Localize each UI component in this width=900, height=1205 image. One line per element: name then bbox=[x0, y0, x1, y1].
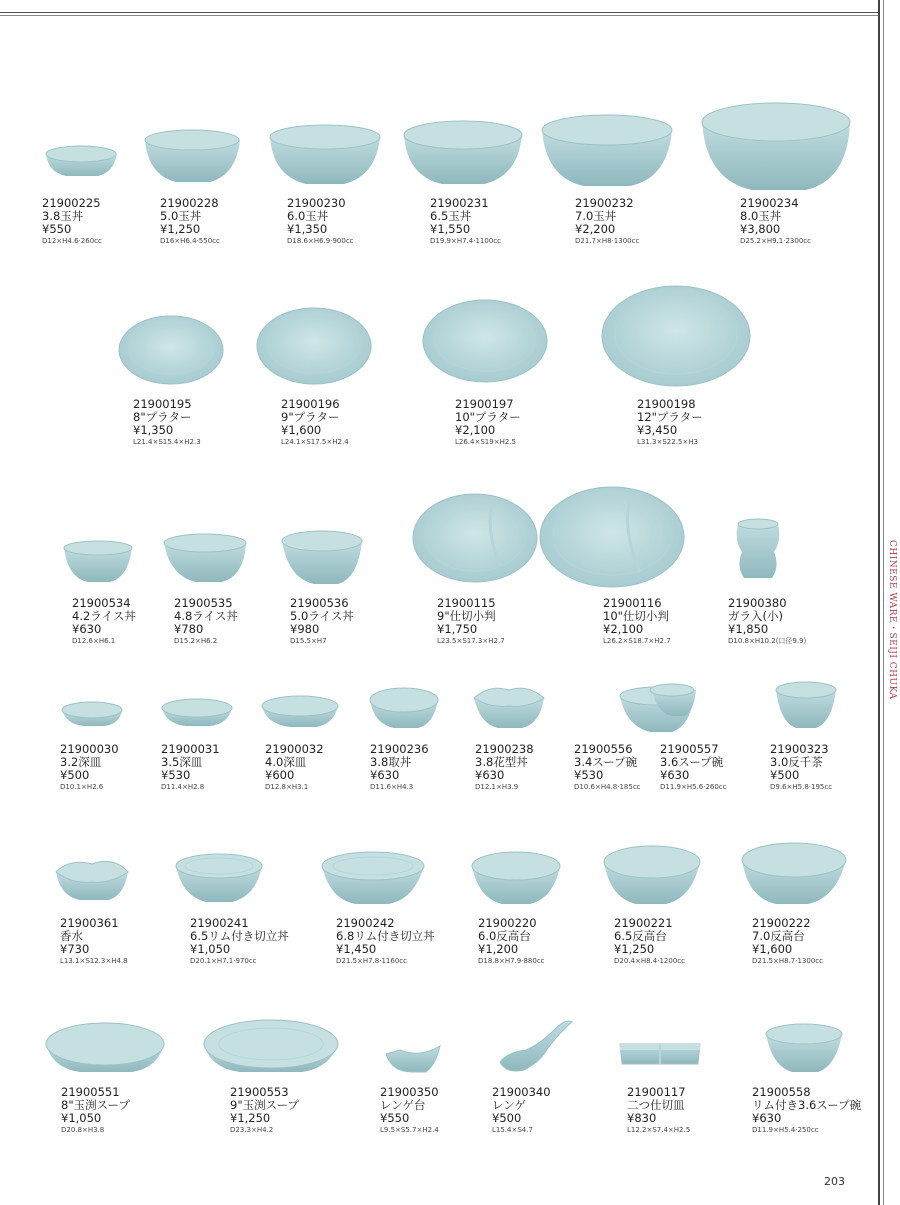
product-name: 6.0玉丼 bbox=[287, 209, 329, 223]
product-name: 3.4スープ碗 bbox=[574, 755, 638, 769]
product-price: ¥630 bbox=[72, 622, 102, 636]
product-label-21900221 bbox=[614, 917, 685, 966]
bowl-21900535 bbox=[164, 534, 246, 582]
dish-21900032 bbox=[262, 696, 338, 727]
product-spec: D23.3×H4.2 bbox=[230, 1126, 274, 1134]
dish-21900030 bbox=[62, 702, 122, 726]
product-name: 12"プラター bbox=[637, 410, 703, 424]
product-price: ¥730 bbox=[60, 942, 90, 956]
product-name: 5.0ライス丼 bbox=[290, 609, 354, 623]
divided-dish-21900117 bbox=[620, 1044, 700, 1064]
product-price: ¥1,850 bbox=[728, 622, 769, 636]
bowl-21900232 bbox=[542, 115, 672, 186]
product-code: 21900350 bbox=[380, 1085, 439, 1099]
product-price: ¥1,350 bbox=[133, 423, 174, 437]
product-name: 3.8花型丼 bbox=[475, 755, 528, 769]
product-price: ¥1,350 bbox=[287, 222, 328, 236]
product-code: 21900553 bbox=[230, 1085, 289, 1099]
bowl-21900221 bbox=[604, 846, 700, 904]
product-code: 21900221 bbox=[614, 916, 673, 930]
product-label-21900228 bbox=[160, 197, 220, 246]
product-name: レンゲ台 bbox=[380, 1098, 426, 1112]
product-spec: D20.4×H8.4·1200cc bbox=[614, 957, 685, 965]
product-spec: D21.5×H8.7·1300cc bbox=[752, 957, 823, 965]
product-name: 10"プラター bbox=[455, 410, 521, 424]
platter-21900195 bbox=[119, 316, 223, 384]
product-spec: L15.4×S4.7 bbox=[492, 1126, 533, 1134]
soup-plate-21900553 bbox=[204, 1020, 338, 1072]
product-spec: D10.6×H4.8·185cc bbox=[574, 783, 641, 791]
product-price: ¥1,250 bbox=[230, 1111, 271, 1125]
product-code: 21900380 bbox=[728, 596, 787, 610]
product-name: 9"仕切小判 bbox=[437, 609, 496, 623]
product-name: 4.2ライス丼 bbox=[72, 609, 136, 623]
soup-plate-21900551 bbox=[46, 1023, 164, 1072]
product-label-21900225 bbox=[42, 197, 102, 246]
platter-21900197 bbox=[423, 300, 547, 382]
product-spec: L31.3×S22.5×H3 bbox=[637, 438, 698, 446]
product-name: 3.8玉丼 bbox=[42, 209, 84, 223]
product-spec: D11.6×H4.3 bbox=[370, 783, 414, 791]
bowl-21900236 bbox=[370, 688, 438, 728]
product-spec: D12.6×H6.1 bbox=[72, 637, 116, 645]
product-name: 5.0玉丼 bbox=[160, 209, 202, 223]
product-label-21900350 bbox=[380, 1086, 439, 1135]
product-spec: L13.1×S12.3×H4.8 bbox=[60, 957, 128, 965]
product-code: 21900032 bbox=[265, 742, 324, 756]
product-label-21900323 bbox=[770, 743, 832, 792]
product-spec: D10.8×H10.2(口径9.9) bbox=[728, 637, 807, 645]
product-spec: D20.1×H7.1·970cc bbox=[190, 957, 257, 965]
divided-plate-21900116 bbox=[540, 487, 684, 587]
product-label-21900231 bbox=[430, 197, 501, 246]
product-code: 21900340 bbox=[492, 1085, 551, 1099]
product-label-21900557 bbox=[660, 743, 727, 792]
product-spec: D19.9×H7.4·1100cc bbox=[430, 237, 501, 245]
product-label-21900551 bbox=[61, 1086, 130, 1135]
product-spec: D21.7×H8·1300cc bbox=[575, 237, 640, 245]
product-name: 二つ仕切皿 bbox=[627, 1098, 685, 1112]
product-spec: D18.8×H7.9·880cc bbox=[478, 957, 545, 965]
product-spec: L12.2×S7.4×H2.5 bbox=[627, 1126, 691, 1134]
product-spec: D21.5×H7.8·1160cc bbox=[336, 957, 407, 965]
soup-bowls-21900556-557 bbox=[620, 684, 696, 732]
spoon-21900340 bbox=[500, 1021, 572, 1071]
product-label-21900340 bbox=[492, 1086, 551, 1135]
product-label-21900236 bbox=[370, 743, 429, 792]
product-price: ¥550 bbox=[380, 1111, 410, 1125]
bowl-21900220 bbox=[472, 852, 560, 904]
product-label-21900558 bbox=[752, 1086, 861, 1135]
product-code: 21900234 bbox=[740, 196, 799, 210]
product-price: ¥3,450 bbox=[637, 423, 678, 437]
bowl-21900231 bbox=[404, 121, 522, 184]
product-code: 21900556 bbox=[574, 742, 633, 756]
product-code: 21900196 bbox=[281, 397, 340, 411]
product-label-21900361 bbox=[60, 917, 128, 966]
bowl-21900230 bbox=[270, 125, 380, 184]
product-price: ¥830 bbox=[627, 1111, 657, 1125]
product-label-21900032 bbox=[265, 743, 324, 792]
product-spec: L9.5×S5.7×H2.4 bbox=[380, 1126, 439, 1134]
product-code: 21900220 bbox=[478, 916, 537, 930]
product-label-21900230 bbox=[287, 197, 354, 246]
product-name: 8"プラター bbox=[133, 410, 192, 424]
product-label-21900031 bbox=[161, 743, 220, 792]
product-price: ¥980 bbox=[290, 622, 320, 636]
product-code: 21900117 bbox=[627, 1085, 686, 1099]
product-price: ¥1,250 bbox=[160, 222, 201, 236]
spoon-rest-21900350 bbox=[386, 1046, 440, 1072]
product-label-21900535 bbox=[174, 597, 238, 646]
product-code: 21900557 bbox=[660, 742, 719, 756]
product-label-21900380 bbox=[728, 597, 806, 646]
product-price: ¥1,200 bbox=[478, 942, 519, 956]
product-name: レンゲ bbox=[492, 1098, 526, 1112]
product-name: 6.5リム付き切立丼 bbox=[190, 929, 289, 943]
product-code: 21900228 bbox=[160, 196, 219, 210]
product-spec: L23.5×S17.3×H2.7 bbox=[437, 637, 505, 645]
product-name: リム付き3.6スープ碗 bbox=[752, 1098, 862, 1112]
product-price: ¥630 bbox=[370, 768, 400, 782]
page-number: 203 bbox=[824, 1175, 845, 1188]
page-frame-right-line bbox=[878, 0, 880, 1205]
product-spec: L26.2×S18.7×H2.7 bbox=[603, 637, 671, 645]
product-code: 21900115 bbox=[437, 596, 496, 610]
product-spec: D15.5×H7 bbox=[290, 637, 327, 645]
product-price: ¥1,750 bbox=[437, 622, 478, 636]
product-label-21900030 bbox=[60, 743, 119, 792]
cup-21900323 bbox=[776, 682, 836, 728]
product-name: 6.8リム付き切立丼 bbox=[336, 929, 435, 943]
product-label-21900220 bbox=[478, 917, 545, 966]
product-label-21900242 bbox=[336, 917, 435, 966]
product-price: ¥500 bbox=[492, 1111, 522, 1125]
product-price: ¥1,600 bbox=[281, 423, 322, 437]
product-price: ¥1,050 bbox=[190, 942, 231, 956]
product-price: ¥630 bbox=[660, 768, 690, 782]
product-price: ¥1,600 bbox=[752, 942, 793, 956]
product-code: 21900551 bbox=[61, 1085, 120, 1099]
product-code: 21900197 bbox=[455, 397, 514, 411]
product-name: 3.8取丼 bbox=[370, 755, 412, 769]
product-label-21900556 bbox=[574, 743, 641, 792]
product-name: 3.5深皿 bbox=[161, 755, 203, 769]
product-code: 21900361 bbox=[60, 916, 119, 930]
product-label-21900195 bbox=[133, 398, 201, 447]
bowl-21900225 bbox=[46, 146, 117, 176]
product-name: 6.0反高台 bbox=[478, 929, 531, 943]
product-spec: L21.4×S15.4×H2.3 bbox=[133, 438, 201, 446]
product-spec: D9.6×H5.8·195cc bbox=[770, 783, 833, 791]
bowl-21900361 bbox=[56, 861, 128, 900]
product-code: 21900195 bbox=[133, 397, 192, 411]
product-code: 21900116 bbox=[603, 596, 662, 610]
product-label-21900196 bbox=[281, 398, 349, 447]
product-label-21900536 bbox=[290, 597, 354, 646]
dish-21900031 bbox=[162, 699, 232, 726]
product-label-21900553 bbox=[230, 1086, 299, 1135]
product-code: 21900558 bbox=[752, 1085, 811, 1099]
product-code: 21900242 bbox=[336, 916, 395, 930]
product-name: 9"プラター bbox=[281, 410, 340, 424]
product-name: 4.8ライス丼 bbox=[174, 609, 238, 623]
product-label-21900222 bbox=[752, 917, 823, 966]
bowl-21900242 bbox=[322, 852, 424, 904]
product-label-21900534 bbox=[72, 597, 136, 646]
side-category-label: CHINESE WARE・SEIJI CHUKA bbox=[887, 540, 897, 700]
product-code: 21900030 bbox=[60, 742, 119, 756]
product-code: 21900534 bbox=[72, 596, 131, 610]
product-price: ¥1,550 bbox=[430, 222, 471, 236]
product-code: 21900535 bbox=[174, 596, 233, 610]
divided-plate-21900115 bbox=[413, 494, 537, 582]
bowl-21900234 bbox=[702, 103, 850, 190]
product-spec: D11.9×H5.6·260cc bbox=[660, 783, 727, 791]
product-spec: D10.1×H2.6 bbox=[60, 783, 104, 791]
product-price: ¥3,800 bbox=[740, 222, 781, 236]
product-name: 8.0玉丼 bbox=[740, 209, 782, 223]
product-code: 21900225 bbox=[42, 196, 101, 210]
platter-21900198 bbox=[602, 286, 750, 386]
bowl-21900222 bbox=[742, 843, 846, 904]
bowl-21900534 bbox=[64, 541, 132, 582]
product-price: ¥2,200 bbox=[575, 222, 616, 236]
product-code: 21900238 bbox=[475, 742, 534, 756]
platter-21900196 bbox=[257, 308, 371, 384]
page-frame-right-line-inner bbox=[883, 0, 884, 1205]
product-price: ¥1,250 bbox=[614, 942, 655, 956]
jar-21900380 bbox=[737, 519, 780, 578]
product-name: 3.0反千茶 bbox=[770, 755, 823, 769]
product-name: 3.2深皿 bbox=[60, 755, 102, 769]
product-label-21900234 bbox=[740, 197, 811, 246]
product-label-21900232 bbox=[575, 197, 639, 246]
product-code: 21900222 bbox=[752, 916, 811, 930]
product-code: 21900323 bbox=[770, 742, 829, 756]
product-spec: D20.8×H3.8 bbox=[61, 1126, 105, 1134]
product-price: ¥780 bbox=[174, 622, 204, 636]
product-label-21900197 bbox=[455, 398, 521, 447]
product-price: ¥1,450 bbox=[336, 942, 377, 956]
product-price: ¥1,050 bbox=[61, 1111, 102, 1125]
product-price: ¥500 bbox=[770, 768, 800, 782]
product-spec: D12×H4.6·260cc bbox=[42, 237, 102, 245]
product-spec: D11.4×H2.8 bbox=[161, 783, 205, 791]
product-label-21900238 bbox=[475, 743, 534, 792]
product-spec: D25.2×H9.1·2300cc bbox=[740, 237, 811, 245]
product-price: ¥2,100 bbox=[455, 423, 496, 437]
bowl-21900241 bbox=[176, 854, 262, 902]
product-code: 21900536 bbox=[290, 596, 349, 610]
product-spec: D12.8×H3.1 bbox=[265, 783, 309, 791]
product-name: 3.6スープ碗 bbox=[660, 755, 724, 769]
product-name: 6.5反高台 bbox=[614, 929, 667, 943]
product-name: 9"玉渕スープ bbox=[230, 1098, 299, 1112]
product-label-21900198 bbox=[637, 398, 703, 447]
product-code: 21900198 bbox=[637, 397, 696, 411]
product-label-21900115 bbox=[437, 597, 505, 646]
product-label-21900116 bbox=[603, 597, 671, 646]
product-name: 10"仕切小判 bbox=[603, 609, 669, 623]
product-name: ガラ入(小) bbox=[728, 609, 783, 623]
product-spec: D12.1×H3.9 bbox=[475, 783, 519, 791]
product-label-21900117 bbox=[627, 1086, 690, 1135]
product-name: 香水 bbox=[60, 929, 83, 943]
bowl-21900238 bbox=[474, 688, 544, 728]
product-code: 21900230 bbox=[287, 196, 346, 210]
product-name: 8"玉渕スープ bbox=[61, 1098, 130, 1112]
product-code: 21900236 bbox=[370, 742, 429, 756]
product-code: 21900241 bbox=[190, 916, 249, 930]
product-spec: D15.2×H6.2 bbox=[174, 637, 218, 645]
product-price: ¥630 bbox=[475, 768, 505, 782]
product-name: 7.0玉丼 bbox=[575, 209, 617, 223]
product-code: 21900232 bbox=[575, 196, 634, 210]
product-spec: D11.9×H5.4·250cc bbox=[752, 1126, 819, 1134]
product-spec: D16×H6.4·550cc bbox=[160, 237, 220, 245]
bowl-21900536 bbox=[282, 531, 362, 584]
product-label-21900241 bbox=[190, 917, 289, 966]
product-price: ¥630 bbox=[752, 1111, 782, 1125]
product-spec: L24.1×S17.5×H2.4 bbox=[281, 438, 349, 446]
product-code: 21900231 bbox=[430, 196, 489, 210]
product-price: ¥530 bbox=[161, 768, 191, 782]
product-price: ¥550 bbox=[42, 222, 72, 236]
product-price: ¥530 bbox=[574, 768, 604, 782]
bowl-21900228 bbox=[145, 130, 240, 182]
product-name: 7.0反高台 bbox=[752, 929, 805, 943]
product-price: ¥2,100 bbox=[603, 622, 644, 636]
product-name: 4.0深皿 bbox=[265, 755, 307, 769]
product-price: ¥500 bbox=[60, 768, 90, 782]
product-price: ¥600 bbox=[265, 768, 295, 782]
product-code: 21900031 bbox=[161, 742, 220, 756]
product-spec: L26.4×S19×H2.5 bbox=[455, 438, 516, 446]
product-spec: D18.6×H6.9·900cc bbox=[287, 237, 354, 245]
product-name: 6.5玉丼 bbox=[430, 209, 472, 223]
soup-bowl-21900558 bbox=[766, 1024, 842, 1072]
